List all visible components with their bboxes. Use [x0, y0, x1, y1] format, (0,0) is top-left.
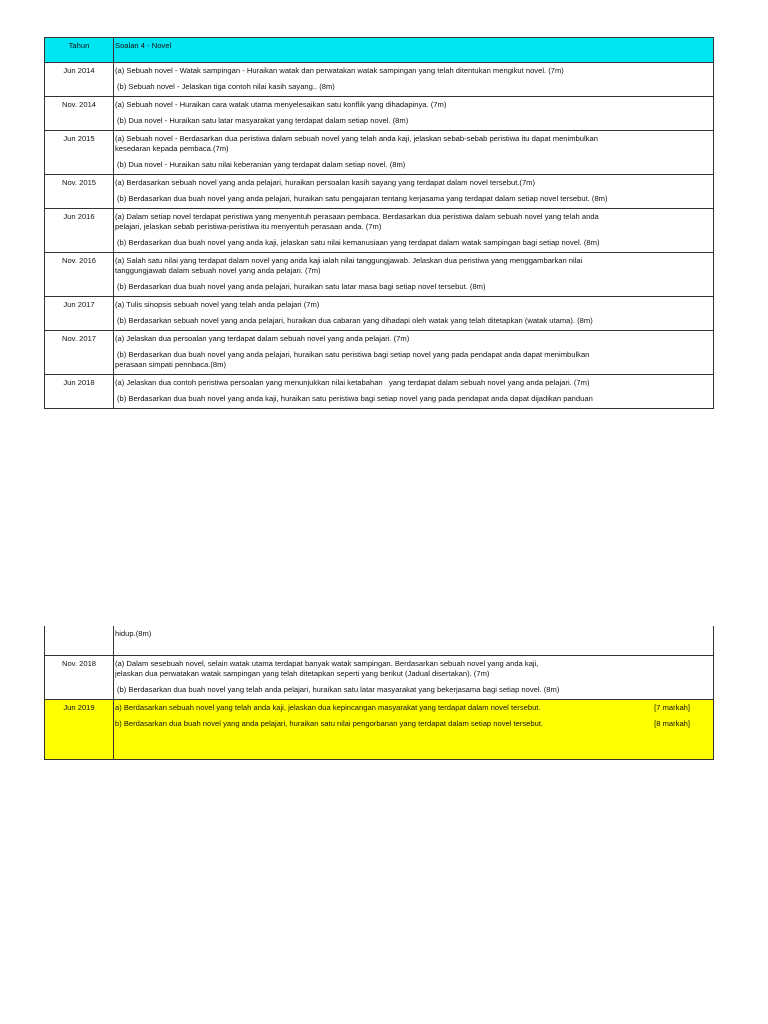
question-a: (a) Dalam sesebuah novel, selain watak utama terdapat banyak watak sampingan. Berdasarkan sebuah novel yang anda kaji, jelaskan dua perwatakan watak sampingan yang telah ditetapkan seperti yang berikut (Jadual disertakan). (7m) — [115, 659, 539, 678]
table-row — [45, 656, 714, 700]
continuation-text: hidup.(8m) — [114, 626, 714, 656]
row-questions — [114, 131, 714, 175]
row-questions — [114, 375, 714, 409]
row-questions — [114, 297, 714, 331]
row-year: Jun 2018 — [45, 375, 114, 409]
row-year: Jun 2015 — [45, 131, 114, 175]
header-question: Soalan 4 - Novel — [114, 38, 714, 63]
question-b: (b) Berdasarkan dua buah novel yang anda pelajari, huraikan satu peristiwa bagi setiap novel yang pada pendapat anda dapat menimbulkan perasaan simpati pennbaca.(8m) — [115, 350, 590, 369]
table-row — [45, 253, 714, 297]
question-b: b) Berdasarkan dua buah novel yang anda pelajari, huraikan satu nilai pengorbanan yang terdapat dalam setiap novel tersebut. [8 markah] — [115, 719, 710, 729]
header-year: Tahun — [45, 38, 114, 63]
table-header-row — [45, 38, 714, 63]
table-row — [45, 209, 714, 253]
table-row — [45, 297, 714, 331]
mark-b: [8 markah] — [654, 719, 690, 728]
table-row-jun-2019 — [45, 700, 714, 760]
row-year: Jun 2014 — [45, 63, 114, 97]
row-questions — [114, 331, 714, 375]
row-questions — [114, 175, 714, 209]
row-questions — [114, 656, 714, 700]
row-year: Nov. 2014 — [45, 97, 114, 131]
question-b: (b) Berdasarkan dua buah novel yang anda pelajari, huraikan satu pengajaran tentang kerjasama yang terdapat dalam setiap novel tersebut. (8m) — [117, 194, 608, 203]
question-a: (a) Tulis sinopsis sebuah novel yang telah anda pelajari (7m) — [115, 300, 320, 309]
question-b: (b) Dua novel - Huraikan satu nilai keberanian yang terdapat dalam setiap novel. (8m) — [117, 160, 406, 169]
table-row — [45, 97, 714, 131]
continuation-row — [45, 626, 714, 656]
row-year: Nov. 2017 — [45, 331, 114, 375]
table-row — [45, 131, 714, 175]
row-questions — [114, 209, 714, 253]
row-questions — [114, 63, 714, 97]
question-b: (b) Berdasarkan dua buah novel yang anda kaji, jelaskan satu nilai kemanusiaan yang terdapat dalam watak sampingan bagi setiap novel. (8m) — [117, 238, 600, 247]
row-year: Nov. 2015 — [45, 175, 114, 209]
question-a: (a) Berdasarkan sebuah novel yang anda pelajari, huraikan persoalan kasih sayang yang terdapat dalam novel tersebut.(7m) — [115, 178, 536, 187]
mark-a: [7 markah] — [654, 703, 690, 712]
row-year: Jun 2016 — [45, 209, 114, 253]
table-row — [45, 375, 714, 409]
table-row — [45, 331, 714, 375]
questions-table-page-1 — [44, 37, 714, 409]
question-b: (b) Dua novel - Huraikan satu latar masyarakat yang terdapat dalam setiap novel. (8m) — [117, 116, 409, 125]
row-year: Jun 2017 — [45, 297, 114, 331]
question-b: (b) Berdasarkan dua buah novel yang anda kaji, huraikan satu peristiwa bagi setiap novel yang pada pendapat anda dapat dijadikan panduan — [117, 394, 593, 403]
row-questions — [114, 253, 714, 297]
question-a: (a) Dalam setiap novel terdapat peristiwa yang menyentuh perasaan pembaca. Berdasarkan dua peristiwa dalam sebuah novel yang telah anda pelajari, jelaskan sebab peristiwa-peristiwa itu menyentuh perasaan anda. (7m) — [115, 212, 599, 231]
row-questions — [114, 700, 714, 760]
continuation-year-cell — [45, 626, 114, 656]
question-a: (a) Sebuah novel - Berdasarkan dua peristiwa dalam sebuah novel yang telah anda kaji, jelaskan sebab-sebab peristiwa itu dapat menimbulkan kesedaran kepada pembaca.(7m) — [115, 134, 598, 153]
question-b: (b) Berdasarkan sebuah novel yang anda pelajari, huraikan dua cabaran yang dihadapi oleh watak yang telah ditetapkan (watak utama). (8m) — [117, 316, 593, 325]
row-year: Nov. 2016 — [45, 253, 114, 297]
question-a: (a) Jelaskan dua contoh peristiwa persoalan yang menunjukkan nilai ketabahan yang terdapat dalam sebuah novel yang anda pelajari. (7m) — [115, 378, 590, 387]
question-a: a) Berdasarkan sebuah novel yang telah anda kaji, jelaskan dua kepincangan masyarakat yang terdapat dalam novel tersebut. [7 markah] — [115, 703, 710, 713]
question-b: (b) Sebuah novel - Jelaskan tiga contoh nilai kasih sayang.. (8m) — [117, 82, 335, 91]
questions-table-page-2 — [44, 626, 714, 760]
question-a: (a) Sebuah novel - Huraikan cara watak utama menyelesaikan satu konflik yang dihadapinya. (7m) — [115, 100, 447, 109]
question-a: (a) Salah satu nilai yang terdapat dalam novel yang anda kaji ialah nilai tanggungjawab. Jelaskan dua peristiwa yang menggambarkan nilai tanggungjawab dalam sebuah novel yang anda pelajari. (7m) — [115, 256, 583, 275]
table-row — [45, 175, 714, 209]
question-a: (a) Jelaskan dua persoalan yang terdapat dalam sebuah novel yang anda pelajari. (7m) — [115, 334, 410, 343]
row-year: Nov. 2018 — [45, 656, 114, 700]
question-b: (b) Berdasarkan dua buah novel yang telah anda pelajari, huraikan satu latar masyarakat yang bekerjasama bagi setiap novel. (8m) — [117, 685, 560, 694]
row-year: Jun 2019 — [45, 700, 114, 760]
row-questions — [114, 97, 714, 131]
table-row — [45, 63, 714, 97]
question-a: (a) Sebuah novel - Watak sampingan - Huraikan watak dan perwatakan watak sampingan yang telah ditentukan mengikut novel. (7m) — [115, 66, 564, 75]
question-b: (b) Berdasarkan dua buah novel yang anda pelajari, huraikan satu latar masa bagi setiap novel tersebut. (8m) — [117, 282, 486, 291]
